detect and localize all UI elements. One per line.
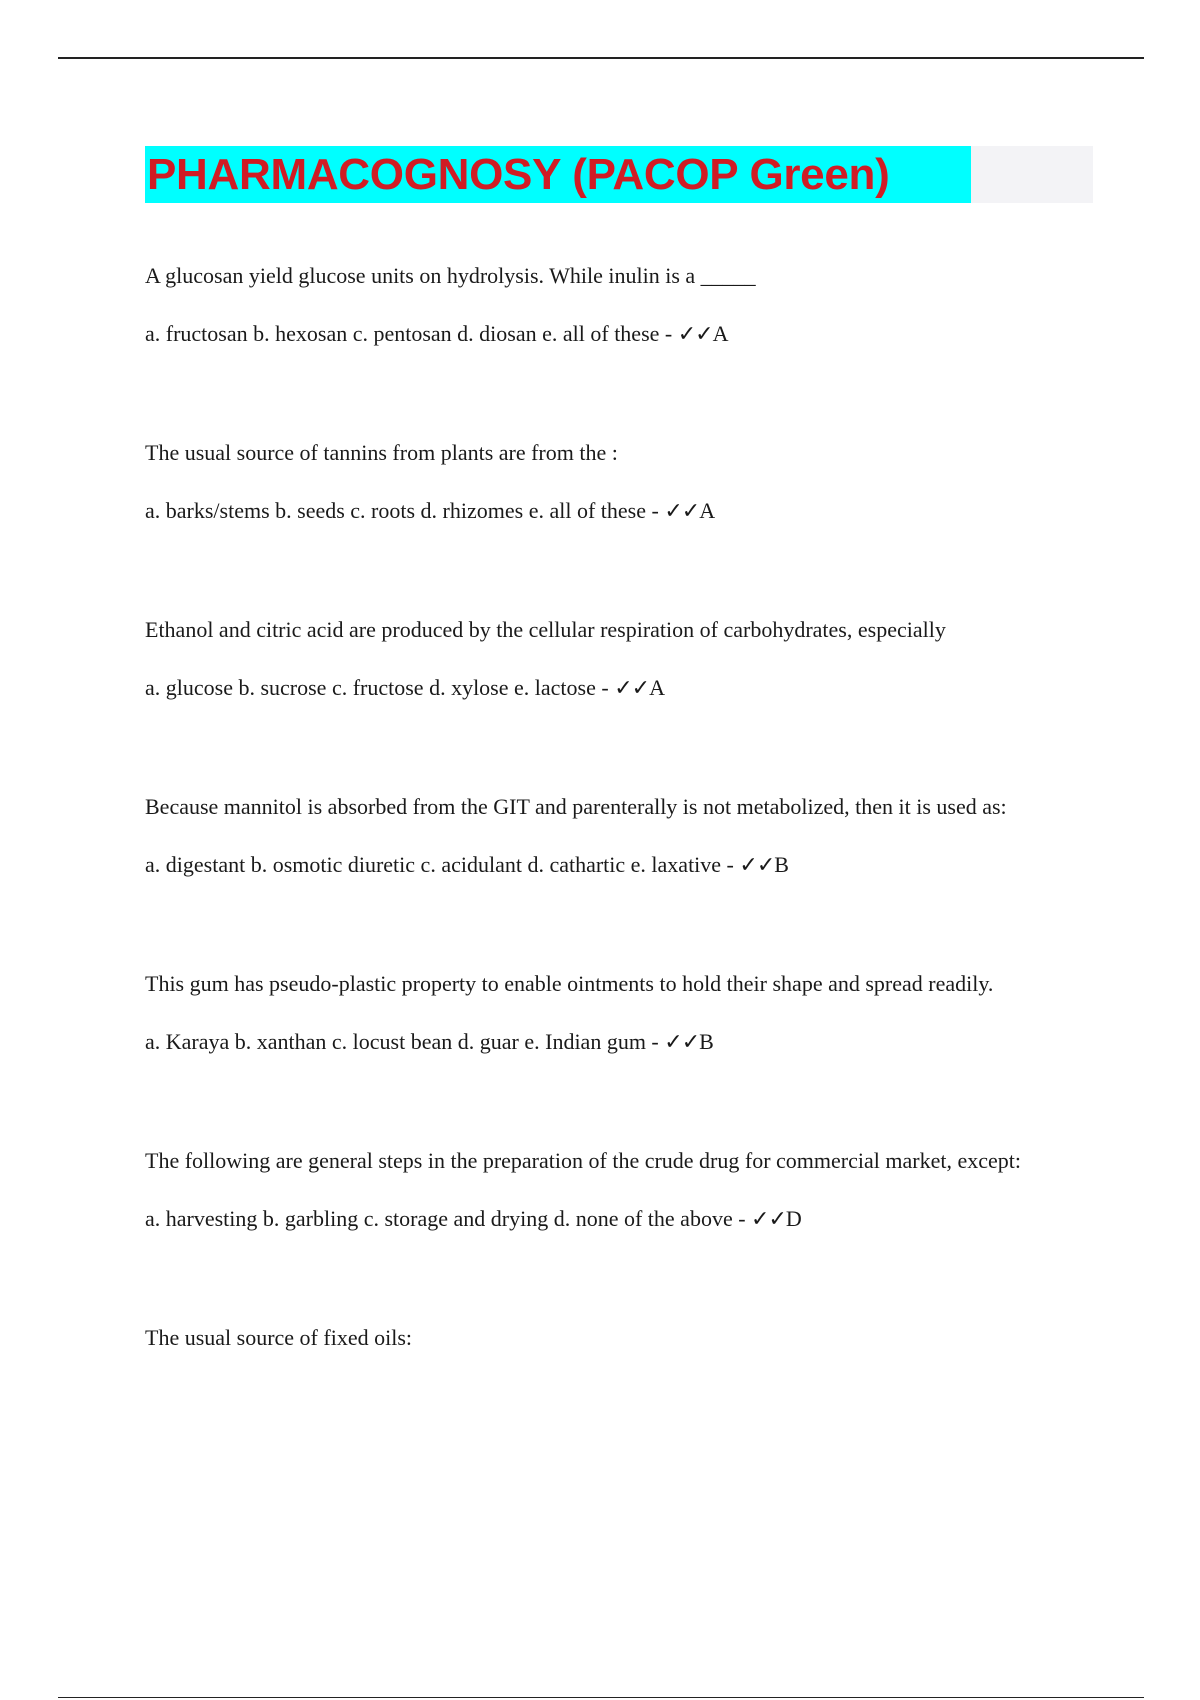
answer-letter: B bbox=[699, 1029, 714, 1054]
options-text: a. glucose b. sucrose c. fructose d. xylose e. lactose - bbox=[145, 675, 609, 700]
question-text: A glucosan yield glucose units on hydrolysis. While inulin is a _____ bbox=[145, 263, 756, 288]
check-mark-icon: ✓✓ bbox=[677, 322, 713, 347]
question-item bbox=[145, 955, 1105, 1072]
question-text: The usual source of fixed oils: bbox=[145, 1325, 412, 1350]
title-banner bbox=[145, 146, 1093, 203]
answer-letter: A bbox=[699, 498, 716, 523]
check-mark-icon: ✓✓ bbox=[664, 1030, 700, 1055]
check-mark-icon: ✓✓ bbox=[751, 1207, 786, 1232]
answer-letter: D bbox=[785, 1206, 802, 1231]
question-text: The usual source of tannins from plants are from the : bbox=[145, 440, 618, 465]
page-title: PHARMACOGNOSY (PACOP Green) bbox=[145, 146, 971, 203]
options-text: a. Karaya b. xanthan c. locust bean d. guar e. Indian gum - bbox=[145, 1029, 659, 1054]
options-text: a. barks/stems b. seeds c. roots d. rhizomes e. all of these - bbox=[145, 498, 659, 523]
answer-options bbox=[145, 305, 1105, 364]
question-text: Ethanol and citric acid are produced by the cellular respiration of carbohydrates, especially bbox=[145, 617, 946, 642]
question-item bbox=[145, 1132, 1105, 1249]
question-text: This gum has pseudo-plastic property to enable ointments to hold their shape and spread readily. bbox=[145, 971, 994, 996]
answer-options bbox=[145, 1190, 1105, 1249]
question-item bbox=[145, 778, 1105, 895]
answer-options bbox=[145, 1013, 1105, 1072]
answer-options bbox=[145, 836, 1105, 895]
options-text: a. digestant b. osmotic diuretic c. acidulant d. cathartic e. laxative - bbox=[145, 852, 734, 877]
answer-options bbox=[145, 482, 1105, 541]
options-text: a. harvesting b. garbling c. storage and drying d. none of the above - bbox=[145, 1206, 746, 1231]
bottom-rule bbox=[58, 1697, 1144, 1698]
question-text: The following are general steps in the preparation of the crude drug for commercial market, except: bbox=[145, 1148, 1021, 1173]
check-mark-icon: ✓✓ bbox=[664, 499, 700, 524]
question-item bbox=[145, 601, 1105, 718]
answer-letter: B bbox=[774, 852, 789, 877]
check-mark-icon: ✓✓ bbox=[614, 676, 650, 701]
options-text: a. fructosan b. hexosan c. pentosan d. diosan e. all of these - bbox=[145, 321, 673, 346]
question-list bbox=[145, 247, 1105, 1427]
answer-letter: A bbox=[649, 675, 665, 700]
question-item bbox=[145, 247, 1105, 364]
question-item bbox=[145, 424, 1105, 541]
question-item bbox=[145, 1309, 1105, 1367]
answer-options bbox=[145, 659, 1105, 718]
check-mark-icon: ✓✓ bbox=[739, 853, 775, 878]
answer-letter: A bbox=[712, 321, 729, 346]
top-rule bbox=[58, 57, 1144, 59]
question-text: Because mannitol is absorbed from the GIT and parenterally is not metabolized, then it is used as: bbox=[145, 794, 1007, 819]
